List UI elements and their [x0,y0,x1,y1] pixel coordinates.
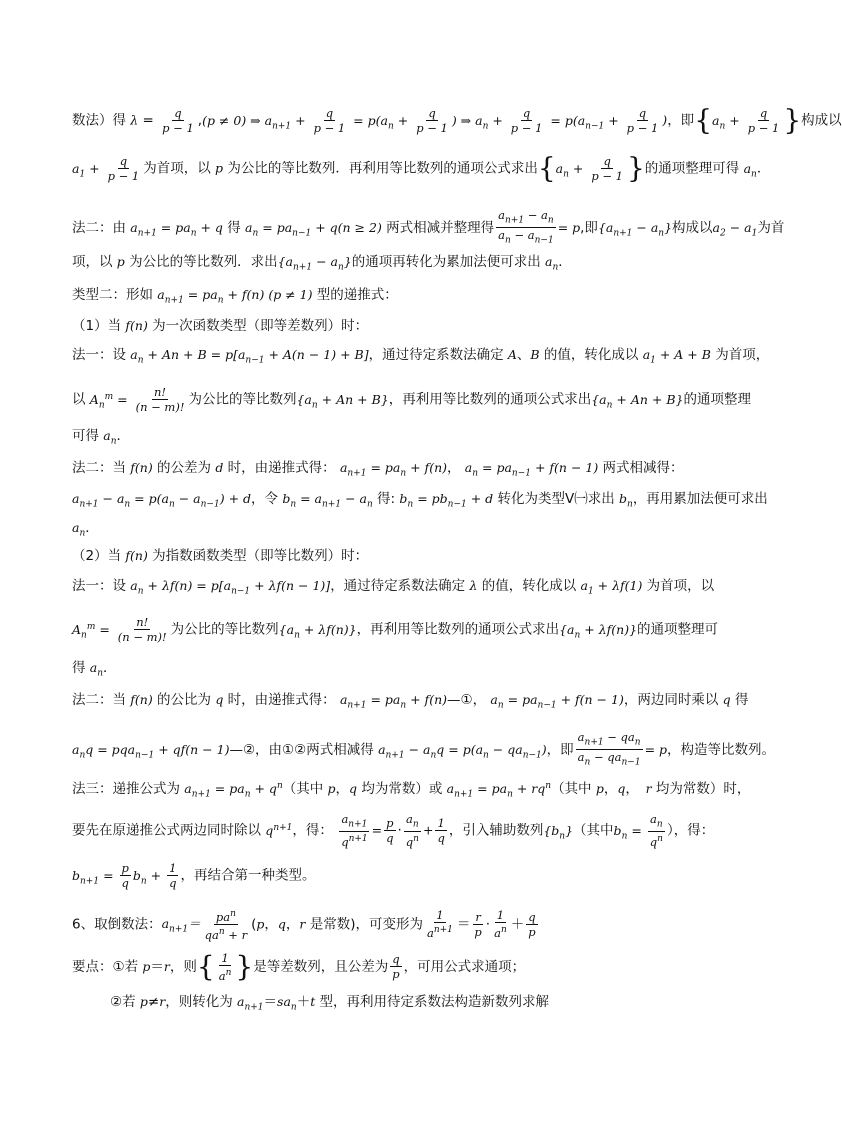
text-line-2: $a_1$ + $\frac{q}{p - 1}$ 为首项，以 p 为公比的等比数列．再利用等比数列的通项公式求出{$a_n$ + $\frac{q}{p - 1}$ }的通项整理可得 $a_n$． [72,151,771,185]
text-line-19: 法三：递推公式为 $a_{n+1} = pa_n + q^n$（其中 p，q 均为常数）或 $a_{n+1} = pa_n + rq^n$（其中 p，q， r 均为常数）时， [72,781,751,800]
text-line-24: ②若 p≠r，则转化为 $a_{n+1}=sa_n+t$ 型，再利用待定系数法构造新数列求解 [110,994,550,1013]
text-line-7: 法一：设 $a_n + An + B = p[a_{n-1} + A(n - 1) + B]$，通过待定系数法确定 A、B 的值，转化成以 $a_1 + A + B$ 为首项， [72,347,770,366]
text-line-4: 项，以 p 为公比的等比数列．求出$\{a_{n+1} - a_n\}$的通项再转化为累加法便可求出 $a_n$． [72,254,572,273]
text-line-9: 可得 $a_n$． [72,428,131,447]
text-line-5: 类型二：形如 $a_{n+1} = pa_n + f(n) (p \ne 1)$ 型的递推式： [72,287,398,306]
text-line-15: $A_n^m$ = $\frac{n!}{(n - m)!}$ 为公比的等比数列$\{a_n + \lambda f(n)\}$，再利用等比数列的通项公式求出$\{a_n + \lambda f(n)\}$的通项整理可 [72,615,719,644]
text-line-14: 法一：设 $a_n + \lambda f(n) = p[a_{n-1} + \lambda f(n - 1)]$，通过待定系数法确定 λ 的值，转化成以 $a_1 + \lambda f(1)$ 为首项，以 [72,578,715,597]
text-line-20: 要先在原递推公式两边同时除以 $q^{n+1}$，得： $\frac{a_{n+1}}{q^{n+1}}$ = $\frac{p}{q}$ · $\frac{a_n}{q^n}$ + $\frac{1}{q}$ ，引入辅助数列$\{b_n\}$（其中$b_n$ = $\frac{a_n}{q^n}$ ），得： [72,812,715,850]
text-line-17: 法二：当 f(n) 的公比为 q 时，由递推式得： $a_{n+1} = pa_n$ + f(n)—①， $a_n = pa_{n-1} + f(n - 1)$，两边同时乘以 q 得 [72,692,749,711]
text-line-13: （2）当 f(n) 为指数函数类型（即等比数列）时： [72,548,369,564]
text-line-10: 法二：当 f(n) 的公差为 d 时，由递推式得： $a_{n+1} = pa_n + f(n)$， $a_n = pa_{n-1} + f(n - 1)$ 两式相减得： [72,460,684,479]
text-line-18: $a_nq = pqa_{n-1} + qf(n$ − 1)—②，由①②两式相减得 $a_{n+1} - a_nq = p(a_n - qa_{n-1})$，即 $\frac{a_{n+1} - qa_n}{a_n - qa_{n-1}}$ = p，构造等比数列。 [72,730,776,768]
text-line-1: 数法）得 λ = $\frac{q}{p - 1}$ ,(p ≠ 0) ⇒ $a_{n+1}$ + $\frac{q}{p - 1}$ = $p(a_n$ + $\frac{q}{p - 1}$ ) ⇒ $a_n$ + $\frac{q}{p - 1}$ = $p(a_{n-1}$ + $\frac{q}{p - 1}$ )，即{$a_n$ + $\frac{q}{p - 1}$ }构成以 [72,103,842,137]
text-line-8: 以 $A_n^m$ = $\frac{n!}{(n - m)!}$ 为公比的等比数列$\{a_n + An + B\}$，再利用等比数列的通项公式求出$\{a_n + An + B\}$的通项整理 [72,385,751,414]
text-line-3: 法二：由 $a_{n+1} = pa_n + q$ 得 $a_n = pa_{n-1} + q(n \ge 2)$ 两式相减并整理得 $\frac{a_{n+1} - a_n}{a_n - a_{n-1}}$ = p,即$\{a_{n+1} - a_n\}$构成以$a_2 - a_1$为首 [72,208,785,246]
text-line-21: $b_{n+1}$ = $\frac{p}{q}$ $b_n$ + $\frac{1}{q}$ ，再结合第一种类型。 [72,861,316,890]
text-line-16: 得 $a_n$． [72,660,117,679]
text-line-23: 要点：①若 p＝r，则{ $\frac{1}{a^n}$ }是等差数列，且公差为 $\frac{q}{p}$ ，可用公式求通项； [72,949,526,983]
text-line-12: $a_n$． [72,520,99,539]
text-line-11: $a_{n+1} - a_n = p(a_n - a_{n-1}) + d$，令 $b_n = a_{n+1} - a_n$ 得: $b_n = pb_{n-1} + d$ 转化为类型Ⅴ㈠求出 $b_n$，再用累加法便可求出 [72,491,768,510]
text-line-22: 6、取倒数法：$a_{n+1}=$ $\frac{pa^n}{qa^n + r}$ (p，q，r 是常数)，可变形为 $\frac{1}{a^{n+1}}$ ＝ $\frac{r}{p}$ · $\frac{1}{a^n}$ ＋ $\frac{q}{p}$ [72,908,536,942]
text-line-6: （1）当 f(n) 为一次函数类型（即等差数列）时： [72,318,369,334]
